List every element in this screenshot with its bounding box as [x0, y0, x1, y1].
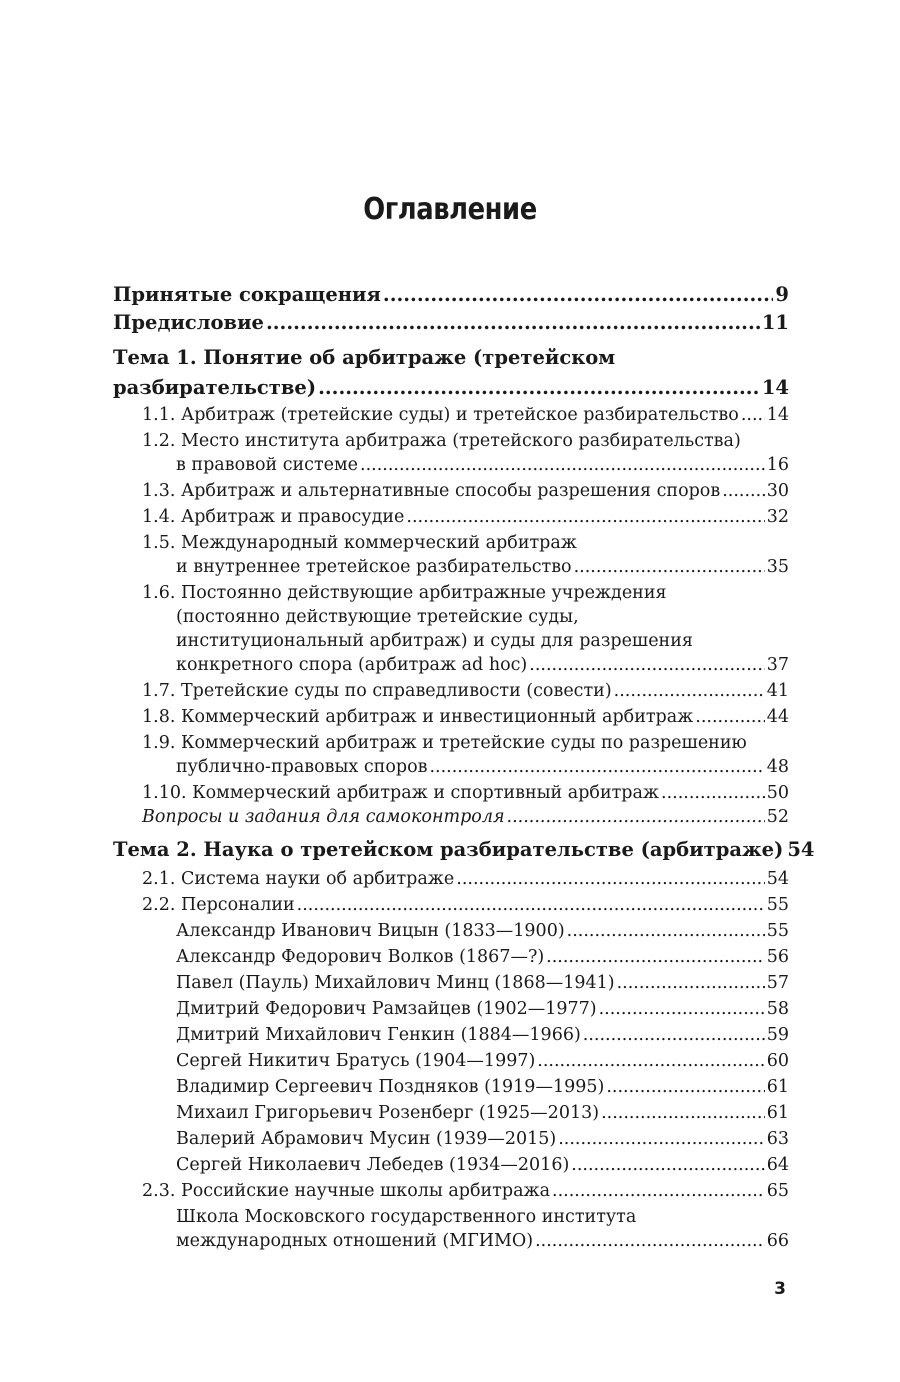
toc-page-number: 59 — [766, 1025, 789, 1045]
toc-entry-text: Александр Федорович Волков (1867—?) — [176, 947, 545, 967]
toc-page-number: 30 — [766, 481, 789, 501]
toc-entry-text-line: 1.5. Международный коммерческий арбитраж — [142, 533, 577, 553]
toc-entry-person[interactable] — [176, 1049, 789, 1073]
toc-entry-text: 1.7. Третейские суды по справедливости (совести) — [142, 681, 612, 701]
toc-entry-text-line: институциональный арбитраж) и суды для разрешения — [176, 631, 693, 651]
toc-entry-text: 1.1. Арбитраж (третейские суды) и третейское разбирательство — [142, 405, 739, 425]
toc-entry-text: Предисловие — [113, 311, 264, 334]
toc-entry-1-1[interactable] — [142, 403, 789, 427]
dot-leader — [546, 945, 765, 969]
dot-leader — [383, 281, 774, 309]
toc-entry-person[interactable] — [176, 1127, 789, 1151]
page-number: 3 — [774, 1279, 786, 1299]
toc-entry-2-1[interactable] — [142, 867, 789, 891]
dot-leader — [614, 679, 765, 703]
toc-entry-text: разбирательстве) — [113, 376, 317, 399]
toc-page-number: 61 — [766, 1103, 789, 1123]
dot-leader — [456, 867, 764, 891]
toc-entry-mgimo-school[interactable] — [113, 1205, 789, 1253]
toc-entry-1-9[interactable] — [113, 731, 789, 779]
toc-entry-text: 1.8. Коммерческий арбитраж и инвестиционный арбитраж — [142, 707, 694, 727]
toc-entry-text-line: (постоянно действующие третейские суды, — [176, 607, 579, 627]
toc-entry-text-line: 1.2. Место института арбитража (третейского разбирательства) — [142, 431, 741, 451]
toc-entry-text: Валерий Абрамович Мусин (1939—2015) — [176, 1129, 557, 1149]
toc-entry-topic-2[interactable] — [113, 835, 815, 865]
toc-entry-person[interactable] — [176, 919, 789, 943]
toc-entry-text: конкретного спора (арбитраж ad hoc) — [176, 655, 528, 675]
toc-entry-text: и внутреннее третейское разбирательство — [176, 557, 572, 577]
toc-entry-person[interactable] — [176, 1101, 789, 1125]
toc-page-number: 52 — [766, 807, 789, 827]
toc-entry-text: Дмитрий Федорович Рамзайцев (1902—1977) — [176, 999, 597, 1019]
dot-leader — [429, 755, 764, 779]
toc-entry-person[interactable] — [176, 945, 789, 969]
toc-entry-preface[interactable] — [113, 309, 789, 337]
dot-leader — [574, 555, 765, 579]
dot-leader — [266, 309, 760, 337]
dot-leader — [617, 971, 765, 995]
dot-leader — [741, 403, 765, 427]
toc-entry-text: Сергей Николаевич Лебедев (1934—2016) — [176, 1155, 570, 1175]
toc-page-number: 63 — [766, 1129, 789, 1149]
toc-page-number: 66 — [766, 1231, 789, 1251]
dot-leader — [537, 1049, 764, 1073]
toc-entry-person[interactable] — [176, 1023, 789, 1047]
toc-page-number: 60 — [766, 1051, 789, 1071]
toc-entry-person[interactable] — [176, 997, 789, 1021]
toc-page-number: 16 — [766, 455, 789, 475]
toc-entry-text: 1.3. Арбитраж и альтернативные способы разрешения споров — [142, 481, 721, 501]
toc-entry-1-6[interactable] — [113, 581, 789, 677]
toc-page-number: 64 — [766, 1155, 789, 1175]
toc-entry-text: в правовой системе — [176, 455, 358, 475]
toc-page-number: 54 — [766, 869, 789, 889]
toc-page-number: 14 — [761, 376, 789, 399]
toc-entry-text-line: 1.9. Коммерческий арбитраж и третейские суды по разрешению — [142, 733, 747, 753]
toc-page-number: 14 — [766, 405, 789, 425]
dot-leader — [535, 1229, 765, 1253]
toc-entry-review-questions-1[interactable] — [142, 805, 789, 829]
toc-page-number: 11 — [761, 311, 789, 334]
toc-entry-text: Сергей Никитич Братусь (1904—1997) — [176, 1051, 536, 1071]
dot-leader — [571, 1153, 764, 1177]
toc-entry-1-2[interactable] — [113, 429, 789, 477]
dot-leader — [722, 479, 765, 503]
dot-leader — [529, 653, 764, 677]
toc-entry-text: Павел (Пауль) Михайлович Минц (1868—1941) — [176, 973, 615, 993]
toc-page-number: 41 — [766, 681, 789, 701]
dot-leader — [606, 1075, 764, 1099]
toc-entry-text: 2.1. Система науки об арбитраже — [142, 869, 455, 889]
toc-entry-1-10[interactable] — [142, 781, 789, 805]
dot-leader — [695, 705, 764, 729]
dot-leader — [552, 1179, 765, 1203]
toc-entry-text: 1.10. Коммерческий арбитраж и спортивный арбитраж — [142, 783, 660, 803]
toc-entry-person[interactable] — [176, 1075, 789, 1099]
toc-entry-1-8[interactable] — [142, 705, 789, 729]
dot-leader — [661, 781, 765, 805]
toc-entry-text: 2.3. Российские научные школы арбитража — [142, 1181, 551, 1201]
toc-page-number: 61 — [766, 1077, 789, 1097]
dot-leader — [507, 805, 765, 829]
toc-entry-2-3[interactable] — [142, 1179, 789, 1203]
toc-entry-person[interactable] — [176, 1153, 789, 1177]
toc-entry-1-5[interactable] — [113, 531, 789, 579]
toc-entry-text: Принятые сокращения — [113, 283, 381, 306]
toc-page-number: 57 — [766, 973, 789, 993]
toc-entry-text: Тема 2. Наука о третейском разбирательстве (арбитраже) — [113, 838, 784, 861]
toc-page-number: 35 — [766, 557, 789, 577]
dot-leader — [318, 373, 760, 403]
toc-page-number: 54 — [787, 838, 815, 861]
toc-entry-1-3[interactable] — [142, 479, 789, 503]
toc-page-number: 55 — [766, 921, 789, 941]
dot-leader — [567, 919, 765, 943]
toc-page-number: 56 — [766, 947, 789, 967]
toc-page-number: 58 — [766, 999, 789, 1019]
dot-leader — [601, 1101, 765, 1125]
toc-entry-text: публично-правовых споров — [176, 757, 428, 777]
toc-entry-text: Вопросы и задания для самоконтроля — [142, 807, 505, 827]
toc-page-number: 9 — [775, 283, 789, 306]
toc-entry-text: Михаил Григорьевич Розенберг (1925—2013) — [176, 1103, 600, 1123]
toc-entry-abbreviations[interactable] — [113, 281, 789, 309]
toc-page-number: 37 — [766, 655, 789, 675]
page-title: Оглавление — [363, 192, 537, 227]
toc-entry-text: 2.2. Персоналии — [142, 895, 295, 915]
toc-entry-text-line: 1.6. Постоянно действующие арбитражные учреждения — [142, 583, 667, 603]
dot-leader — [583, 1023, 765, 1047]
toc-entry-topic-1[interactable] — [113, 343, 789, 403]
toc-page-number: 65 — [766, 1181, 789, 1201]
dot-leader — [360, 453, 765, 477]
toc-entry-text: 1.4. Арбитраж и правосудие — [142, 507, 405, 527]
toc-entry-1-7[interactable] — [142, 679, 789, 703]
toc-entry-text-line: Школа Московского государственного института — [176, 1207, 637, 1227]
toc-entry-2-2[interactable] — [142, 893, 789, 917]
toc-entry-1-4[interactable] — [142, 505, 789, 529]
toc-entry-text-line: Тема 1. Понятие об арбитраже (третейском — [113, 346, 616, 369]
toc-page-number: 32 — [766, 507, 789, 527]
toc-entry-text: Александр Иванович Вицын (1833—1900) — [176, 921, 565, 941]
dot-leader — [599, 997, 765, 1021]
dot-leader — [558, 1127, 765, 1151]
toc-page-number: 48 — [766, 757, 789, 777]
toc-entry-text: международных отношений (МГИМО) — [176, 1231, 534, 1251]
toc-entry-text: Дмитрий Михайлович Генкин (1884—1966) — [176, 1025, 581, 1045]
toc-entry-person[interactable] — [176, 971, 789, 995]
toc-page-number: 55 — [766, 895, 789, 915]
table-of-contents — [113, 281, 815, 1253]
toc-entry-text: Владимир Сергеевич Поздняков (1919—1995) — [176, 1077, 605, 1097]
dot-leader — [297, 893, 765, 917]
dot-leader — [406, 505, 764, 529]
toc-page-number: 50 — [766, 783, 789, 803]
toc-page-number: 44 — [766, 707, 789, 727]
